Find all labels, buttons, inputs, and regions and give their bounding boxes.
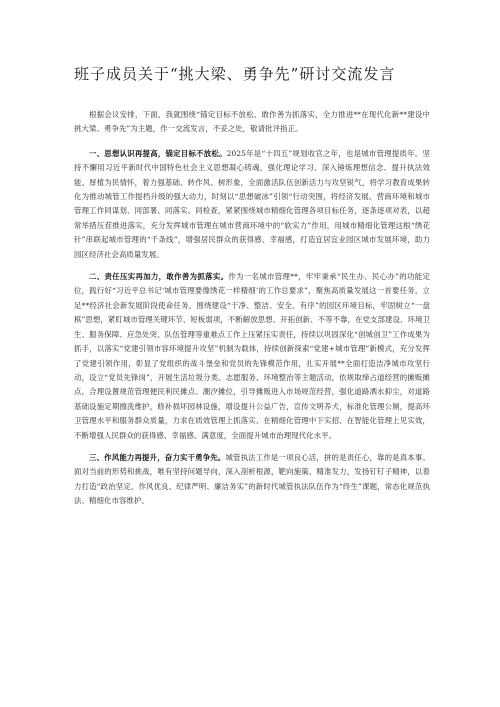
- section-1-heading: 一、思想认识再提高，锚定目标不放松。: [89, 148, 227, 158]
- section-3-body: 城管执法工作是一项良心活，拼的是责任心，靠的是真本事。面对当前的形势和挑战，唯有坚持问题导向，深入剖析根源，靶向施策、精准发力，发扬钉钉子精神，以着力打造“政治坚定、作风优良、纪律严明、廉洁务实”的新时代城管执法队伍作为“终生”课题，常态化规范执法、精细化市容维护、: [74, 452, 430, 506]
- section-2-heading: 二、责任压实再加力，敢作善为抓落实。: [89, 272, 229, 282]
- section-2-body: 作为一名城市管理**，牢牢秉承“民生办、民心办”的功能定位，践行好“习近平总书记‘城市管理要像绣花一样精细’的工作总要求”，聚焦高质量发展这一首要任务，立足**经济社会新发展阶段使命任务，围绕建设“干净、整洁、安全、有序”的园区环境目标，牢固树立“一盘棋”思想，紧盯城市管理关键环节、短板弱项，不断解放思想、开拓创新、不等不靠，在党支部建设、环境卫生、服务保障、应急处突、队伍管理等重难点工作上压紧压实责任，持续以巩固深化“创城创卫”工作成果为抓手，以落实“党建引领市容环境提升攻坚”机制为载体，持续创新探索“党建+城市管理”新模式，充分发挥了党建引领作用，彰显了党组织的战斗堡垒和党员的先锋模范作用，扎实开展**全面打造洁净城市攻坚行动，设立“党员先锋岗”，开展生活垃圾分类、志愿服务、环境整治等主题活动，依规取缔占道经营的摊贩摊点，合理设置规范管理便民利民摊点、潮汐摊位，引导摊贩进入市场规范经营，强化道路洒水抑尘，对道路基础设施定期擦洗维护，修补损坏园林设施，增设提升公益广告，宣传文明养犬，标准化管理公厕，提高环卫管理水平和服务群众质量，力求在质效管理上抓落实、在精细化管理中下实招、在智能化管理上见实效，不断增强人民群众的获得感、幸福感、满意度，全面提升城市治理现代化水平。: [74, 272, 431, 440]
- section-3-paragraph: [74, 451, 430, 509]
- document-title: 班子成员关于“挑大梁、勇争先”研讨交流发言: [74, 65, 396, 83]
- section-3-heading: 三、作风能力再提升，奋力实干勇争先。: [89, 452, 226, 462]
- intro-paragraph: 根据会议安排，下面，我就围绕“锚定目标不放松、敢作善为抓落实，全力推进**在现代化新**建设中挑大梁、勇争先”为主题，作一交流发言，不妥之处，敬请批评指正。: [74, 110, 430, 134]
- section-1-paragraph: [74, 147, 430, 262]
- section-2-paragraph: [74, 270, 430, 443]
- section-1-body: 2025年是“十四五”规划收官之年，也是城市管理提质年。坚持不懈用习近平新时代中国特色社会主义思想凝心铸魂，强化理论学习、深入锤炼理想信念、提升执法效能、厚植为民情怀，着力强基础、转作风、树形象，全面激活队伍创新活力与攻坚锐气，将学习教育成果转化为推动城管工作提档升级的强大动力，时刻以“思想破冰”引领“行动突围，将经济发展、营商环境和城市管理工作同谋划、同部署、同落实、同检查，紧紧围绕城市精细化管理各项目标任务，逐条逐项对表，以超常举措压茬推进落实，充分发挥城市管理在城市营商环境中的“软实力”作用，用城市精细化管理这根“绣花针”串联起城市管理的“千条线”，增强居民群众的获得感、幸福感，打造宜居宜业园区城市发展环境，助力园区经济社会高质量发展。: [74, 148, 430, 259]
